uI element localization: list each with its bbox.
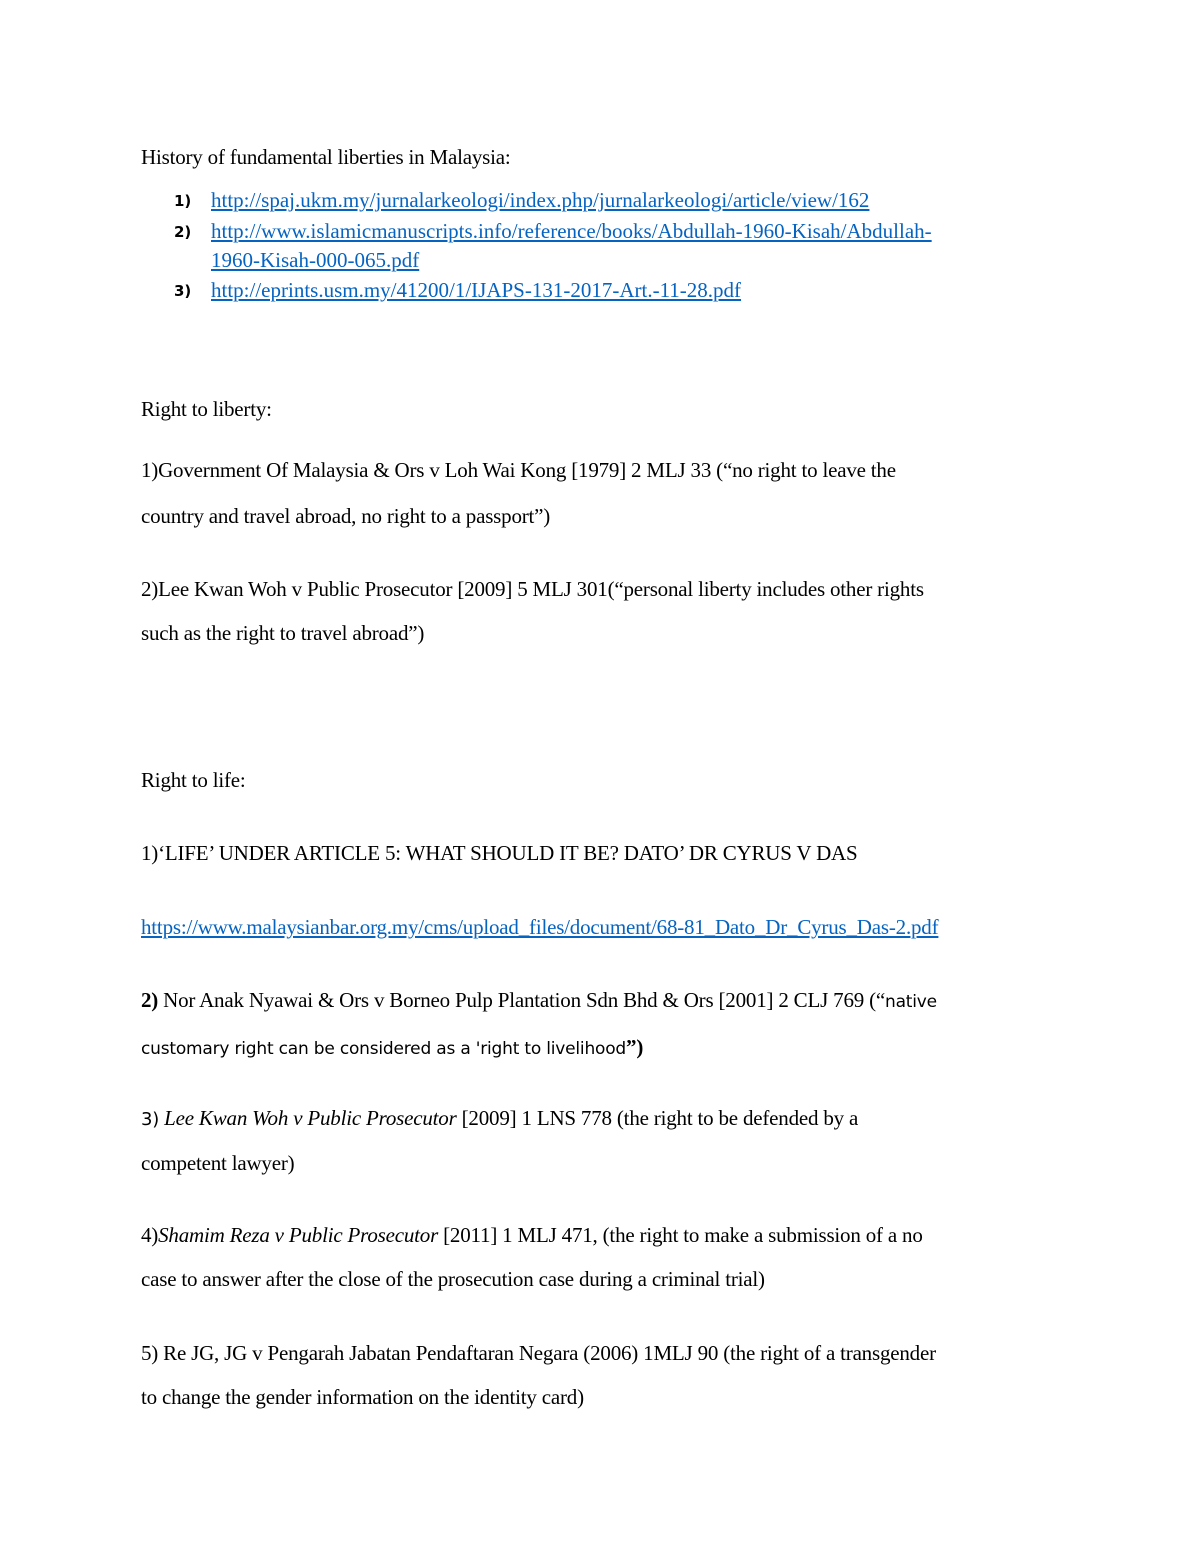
life-item-1-link-line bbox=[141, 914, 938, 940]
life-item-3-rest: [2009] 1 LNS 778 (the right to be defended by a bbox=[456, 1106, 859, 1130]
life-item-4-line1 bbox=[141, 1222, 923, 1248]
history-link-2-line1[interactable]: http://www.islamicmanuscripts.info/reference/books/Abdullah-1960-Kisah/Abdullah- bbox=[211, 219, 932, 243]
life-item-3-line1 bbox=[141, 1105, 858, 1133]
life-item-3-number: 3) bbox=[141, 1109, 160, 1130]
life-item-2-quote-end: ”) bbox=[626, 1035, 644, 1059]
liberty-heading: Right to liberty: bbox=[141, 397, 272, 421]
life-item-2-number: 2) bbox=[141, 988, 159, 1012]
life-item-2-line1 bbox=[141, 987, 937, 1015]
liberty-case-1-line2: country and travel abroad, no right to a passport”) bbox=[141, 504, 551, 528]
life-item-2-quote-start: native bbox=[885, 992, 937, 1012]
life-item-3-case: Lee Kwan Woh v Public Prosecutor bbox=[164, 1106, 457, 1130]
life-item-1-link[interactable]: https://www.malaysianbar.org.my/cms/upload_files/document/68-81_Dato_Dr_Cyrus_Das-2.pdf bbox=[141, 915, 939, 939]
liberty-case-2-line2: such as the right to travel abroad”) bbox=[141, 621, 425, 645]
life-item-2-line2 bbox=[141, 1034, 643, 1062]
history-link-2-line2[interactable]: 1960-Kisah-000-065.pdf bbox=[211, 248, 420, 272]
life-item-2-case: Nor Anak Nyawai & Ors v Borneo Pulp Plantation Sdn Bhd & Ors [2001] 2 CLJ 769 (“ bbox=[158, 988, 886, 1012]
life-heading: Right to life: bbox=[141, 768, 246, 792]
life-item-1: 1)‘LIFE’ UNDER ARTICLE 5: WHAT SHOULD IT BE? DATO’ DR CYRUS V DAS bbox=[141, 841, 858, 865]
list-number: 3) bbox=[174, 282, 192, 300]
liberty-case-1-line1: 1)Government Of Malaysia & Ors v Loh Wai Kong [1979] 2 MLJ 33 (“no right to leave the bbox=[141, 458, 896, 482]
history-link-3[interactable]: http://eprints.usm.my/41200/1/IJAPS-131-2017-Art.-11-28.pdf bbox=[211, 278, 742, 302]
life-item-2-quote: customary right can be considered as a 'right to livelihood bbox=[141, 1039, 627, 1059]
liberty-case-2-line1: 2)Lee Kwan Woh v Public Prosecutor [2009] 5 MLJ 301(“personal liberty includes other rights bbox=[141, 577, 924, 601]
life-item-4-rest: [2011] 1 MLJ 471, (the right to make a submission of a no bbox=[438, 1223, 923, 1247]
list-number: 2) bbox=[174, 223, 192, 241]
life-item-4-number: 4) bbox=[141, 1223, 159, 1247]
history-link-1[interactable]: http://spaj.ukm.my/jurnalarkeologi/index.php/jurnalarkeologi/article/view/162 bbox=[211, 188, 870, 212]
life-item-4-case: Shamim Reza v Public Prosecutor bbox=[158, 1223, 439, 1247]
life-item-5-line1: 5) Re JG, JG v Pengarah Jabatan Pendaftaran Negara (2006) 1MLJ 90 (the right of a transgender bbox=[141, 1341, 936, 1365]
history-heading: History of fundamental liberties in Malaysia: bbox=[141, 145, 511, 169]
list-number: 1) bbox=[174, 192, 192, 210]
life-item-4-line2: case to answer after the close of the prosecution case during a criminal trial) bbox=[141, 1267, 765, 1291]
life-item-5-line2: to change the gender information on the identity card) bbox=[141, 1385, 584, 1409]
life-item-3-line2: competent lawyer) bbox=[141, 1151, 295, 1175]
